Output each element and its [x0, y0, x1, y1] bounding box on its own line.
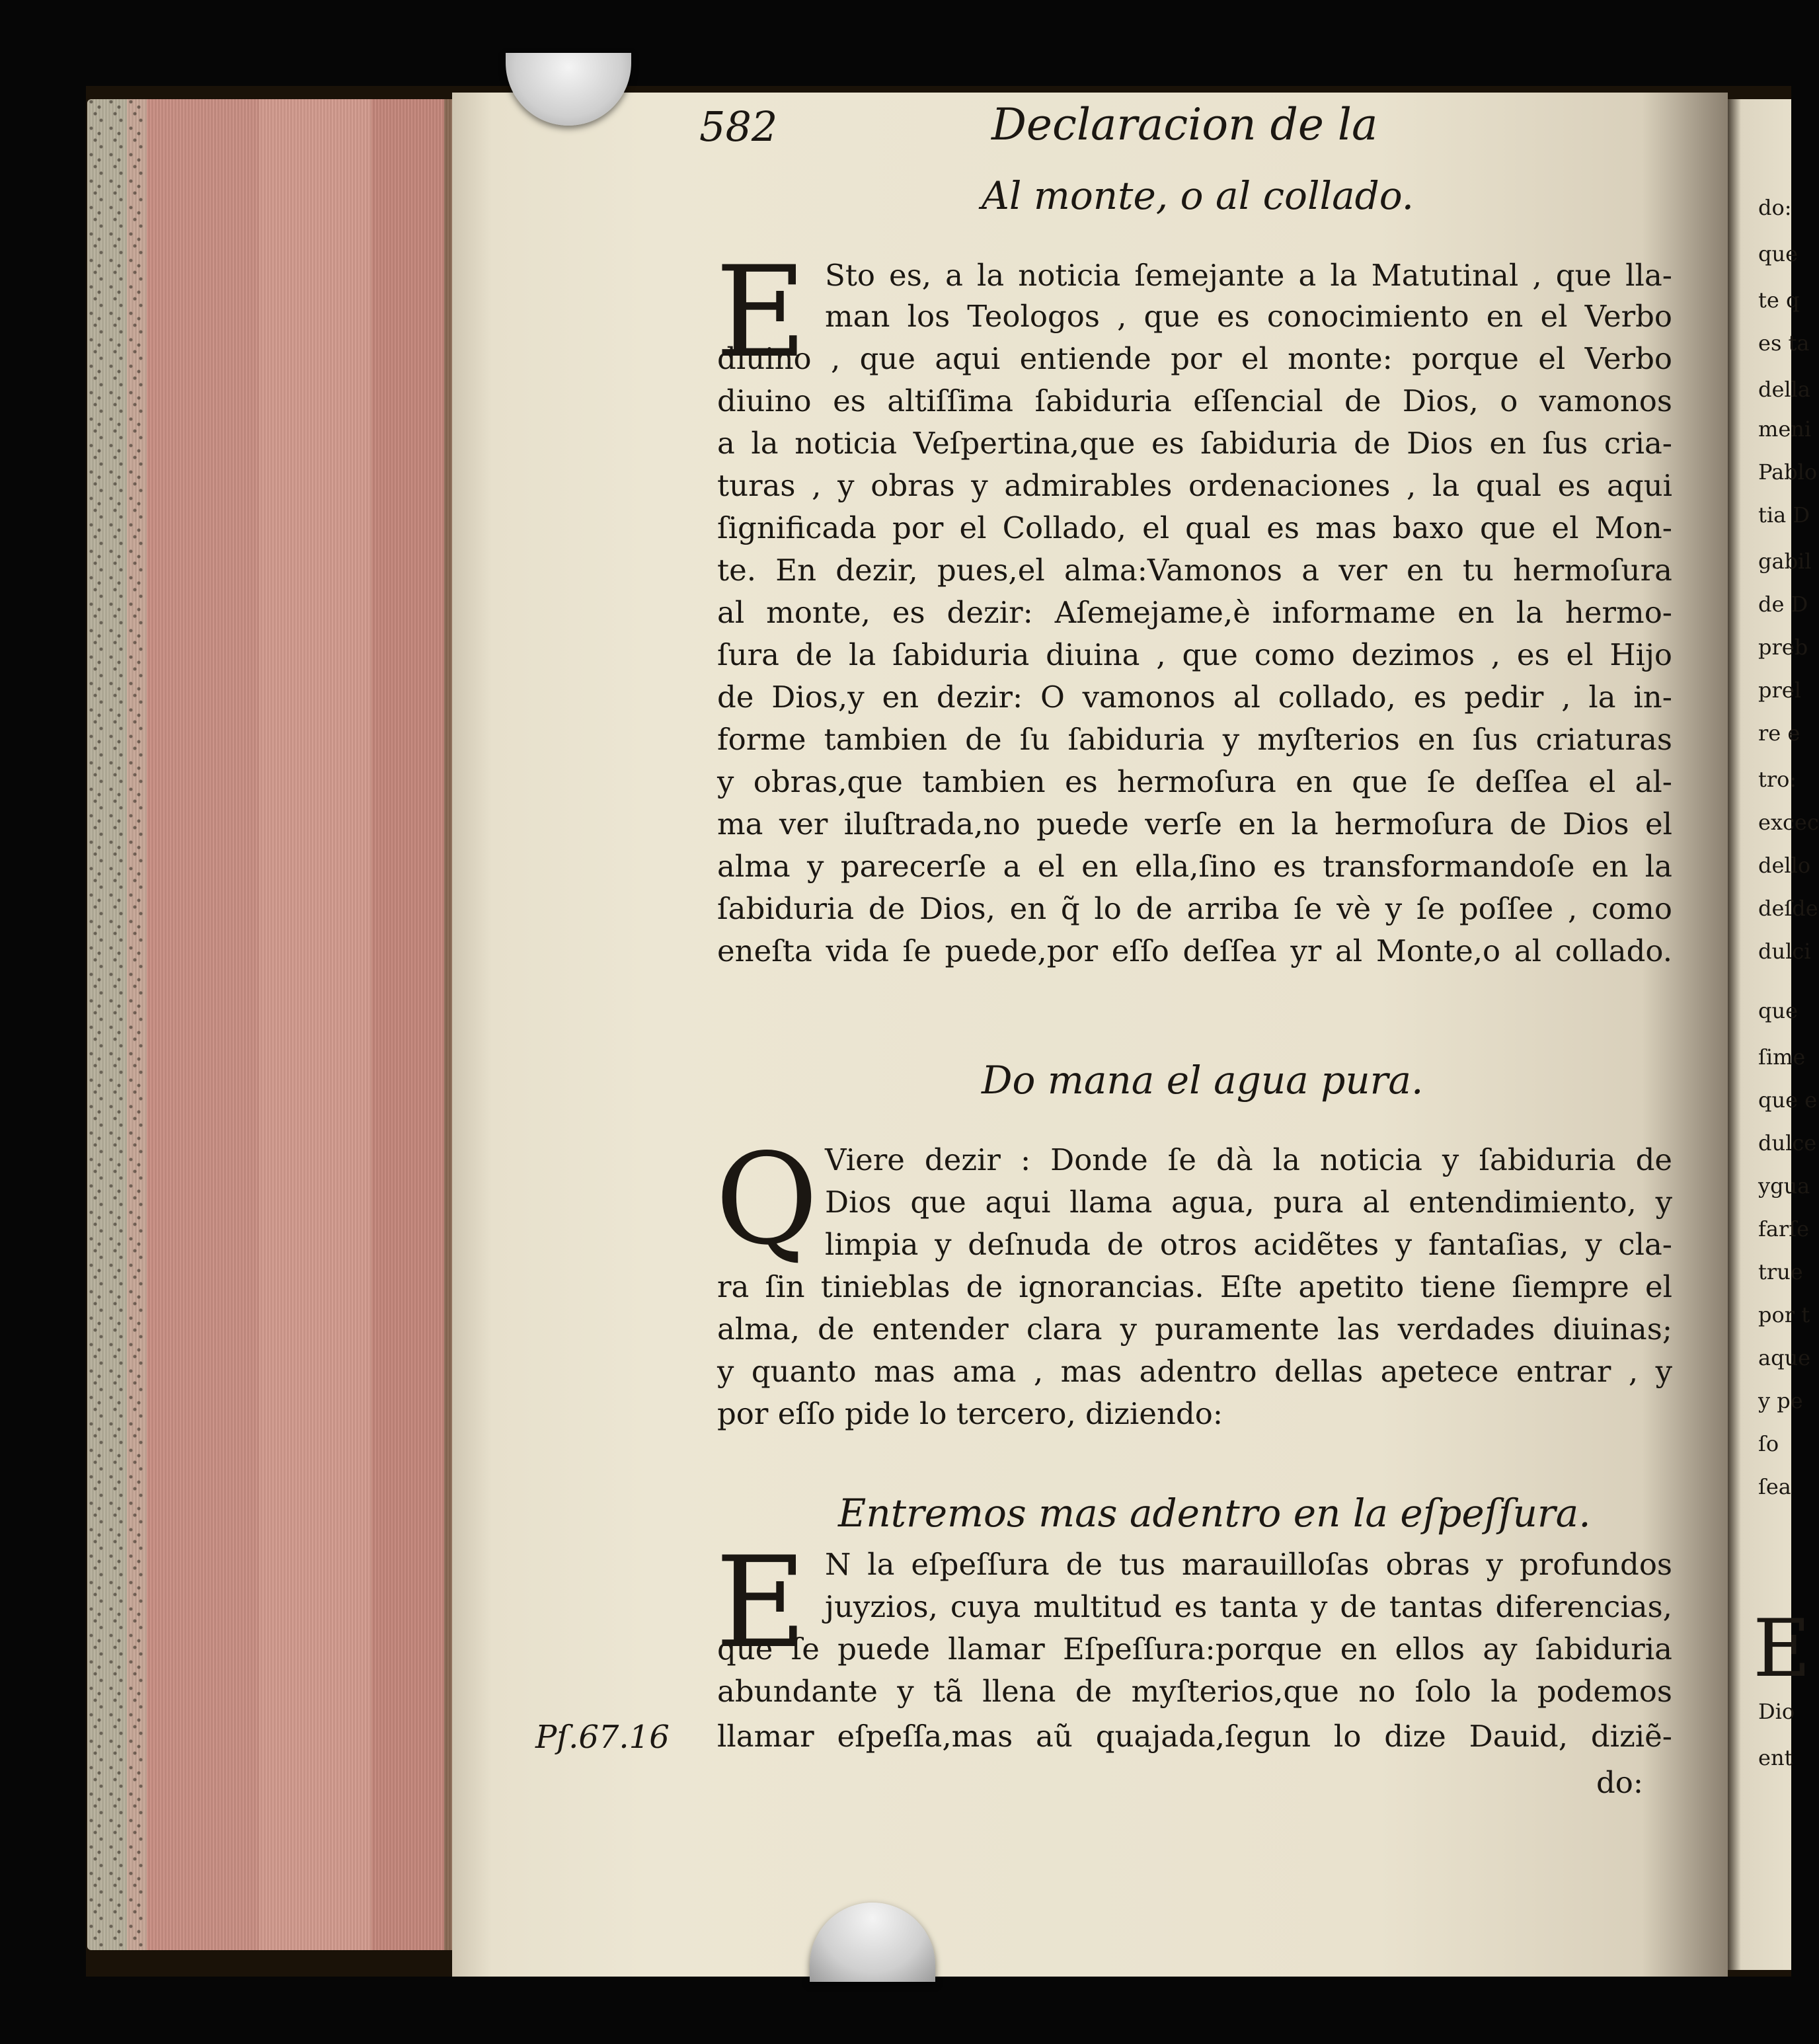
text-line: a la noticia Veſpertina,que es ſabiduria de Dios en ſus cria- [717, 426, 1672, 461]
text-line: limpia y deſnuda de otros acidẽtes y fantaſias, y cla- [825, 1227, 1672, 1262]
edge-speckle [87, 99, 147, 1950]
text-line: ſignificada por el Collado, el qual es mas baxo que el Mon- [717, 510, 1672, 545]
next-page-fragment: que e [1758, 1087, 1818, 1113]
drop-cap-3: E [715, 1530, 807, 1676]
text-line: te. En dezir, pues,el alma:Vamonos a ver en tu hermoſura [717, 553, 1672, 588]
next-page-fragment: ſea [1758, 1474, 1791, 1499]
text-line: turas , y obras y admirables ordenaciones , la qual es aqui [717, 468, 1672, 503]
text-line: ſabiduria de Dios, en q̃ lo de arriba ſe vè y ſe poſſee , como [717, 891, 1672, 926]
margin-note: Pſ.67.16 [535, 1719, 670, 1756]
next-page-fragment: excec [1758, 810, 1819, 835]
text-line: N la eſpeſſura de tus marauilloſas obras y profundos [825, 1547, 1672, 1582]
next-page-fragment: Dio [1758, 1699, 1795, 1724]
drop-cap-1: E [715, 239, 807, 385]
next-page-fragment: deſde [1758, 896, 1818, 921]
next-page-fragment: por t [1758, 1302, 1810, 1327]
text-line: alma y parecerſe a el en ella,ſino es transformandoſe en la [717, 849, 1672, 884]
text-line: que ſe puede llamar Eſpeſſura:porque en ellos ay ſabiduria [717, 1631, 1672, 1667]
section-heading-1: Al monte, o al collado. [982, 173, 1414, 218]
next-page-fragment: meni [1758, 416, 1812, 442]
text-line: juyzios, cuya multitud es tanta y de tantas diferencias, [825, 1589, 1672, 1624]
text-line: man los Teologos , que es conocimiento en el Verbo [825, 299, 1672, 334]
text-line: diuino es altiſſima ſabiduria eſſencial de Dios, o vamonos [717, 383, 1672, 418]
text-line: abundante y tã llena de myſterios,que no ſolo la podemos [717, 1674, 1672, 1709]
text-line: Sto es, a la noticia ſemejante a la Matutinal , que lla- [825, 258, 1672, 293]
next-page-fragment: ſo [1758, 1431, 1779, 1456]
next-page-fragment: prel [1758, 678, 1801, 703]
next-page-fragment: farſe [1758, 1216, 1809, 1241]
text-line: Dios que aqui llama agua, pura al entendimiento, y [825, 1185, 1672, 1220]
next-page-fragment: ſime [1758, 1044, 1806, 1070]
catchword: do: [1596, 1765, 1644, 1800]
text-line: llamar eſpeſſa,mas aũ quajada,ſegun lo dize Dauid, diziẽ- [717, 1719, 1672, 1754]
running-title: Declaracion de la [991, 99, 1378, 150]
next-page-fragment: es ta [1758, 331, 1810, 356]
text-line: ra ſin tinieblas de ignorancias. Eſte apetito tiene ſiempre el [717, 1269, 1672, 1304]
next-page-fragment: de D [1758, 592, 1808, 617]
next-page-fragment: aque [1758, 1345, 1811, 1370]
text-line: Viere dezir : Donde ſe dà la noticia y ſabiduria de [825, 1142, 1672, 1177]
text-line: eneſta vida ſe puede,por eſſo deſſea yr al Monte,o al collado. [717, 933, 1672, 968]
text-line: ſura de la ſabiduria diuina , que como dezimos , es el Hijo [717, 637, 1672, 672]
next-page-fragment: tia D [1758, 502, 1810, 528]
text-line: por eſſo pide lo tercero, diziendo: [717, 1396, 1223, 1431]
text-line: y obras,que tambien es hermoſura en que ſe deſſea el al- [717, 764, 1672, 799]
next-page-fragment: della [1758, 377, 1810, 402]
text-line: forme tambien de ſu ſabiduria y myſterios en ſus criaturas [717, 722, 1672, 757]
text-line: al monte, es dezir: Aſemejame,è informame en la hermo- [717, 595, 1672, 630]
page-number: 582 [699, 102, 778, 151]
next-page-fragment: gabil [1758, 549, 1812, 574]
text-line: de Dios,y en dezir: O vamonos al collado, es pedir , la in- [717, 680, 1672, 715]
text-line: alma, de entender clara y puramente las verdades diuinas; [717, 1312, 1672, 1347]
next-page-fragment: te q [1758, 288, 1800, 313]
text-line: ma ver iluſtrada,no puede verſe en la hermoſura de Dios el [717, 806, 1672, 842]
drop-cap-2: Q [715, 1126, 818, 1273]
next-page-fragment: que [1758, 998, 1799, 1023]
next-page-drop-cap: E [1753, 1603, 1811, 1695]
next-page-fragment: preb [1758, 635, 1808, 660]
next-page-fragment: y pe [1758, 1388, 1803, 1413]
section-heading-3: Entremos mas adentro en la eſpeſſura. [838, 1491, 1591, 1536]
next-page-fragment: re e [1758, 721, 1800, 746]
next-page-fragment: do: [1758, 195, 1792, 220]
next-page-fragment: Pablo [1758, 459, 1818, 485]
section-heading-2: Do mana el agua pura. [982, 1058, 1424, 1103]
next-page-fragment: dello [1758, 853, 1811, 878]
text-line: diuino , que aqui entiende por el monte: porque el Verbo [717, 341, 1672, 376]
next-page-fragment: ent [1758, 1745, 1793, 1770]
text-line: y quanto mas ama , mas adentro dellas apetece entrar , y [717, 1354, 1672, 1389]
next-page-fragment: dulci [1758, 939, 1811, 964]
next-page-fragment: dulce [1758, 1130, 1817, 1156]
next-page-fragment: tro: [1758, 767, 1797, 792]
next-page-fragment: true [1758, 1259, 1803, 1284]
next-page-fragment: ygua [1758, 1173, 1810, 1199]
next-page-fragment: que [1758, 241, 1799, 266]
